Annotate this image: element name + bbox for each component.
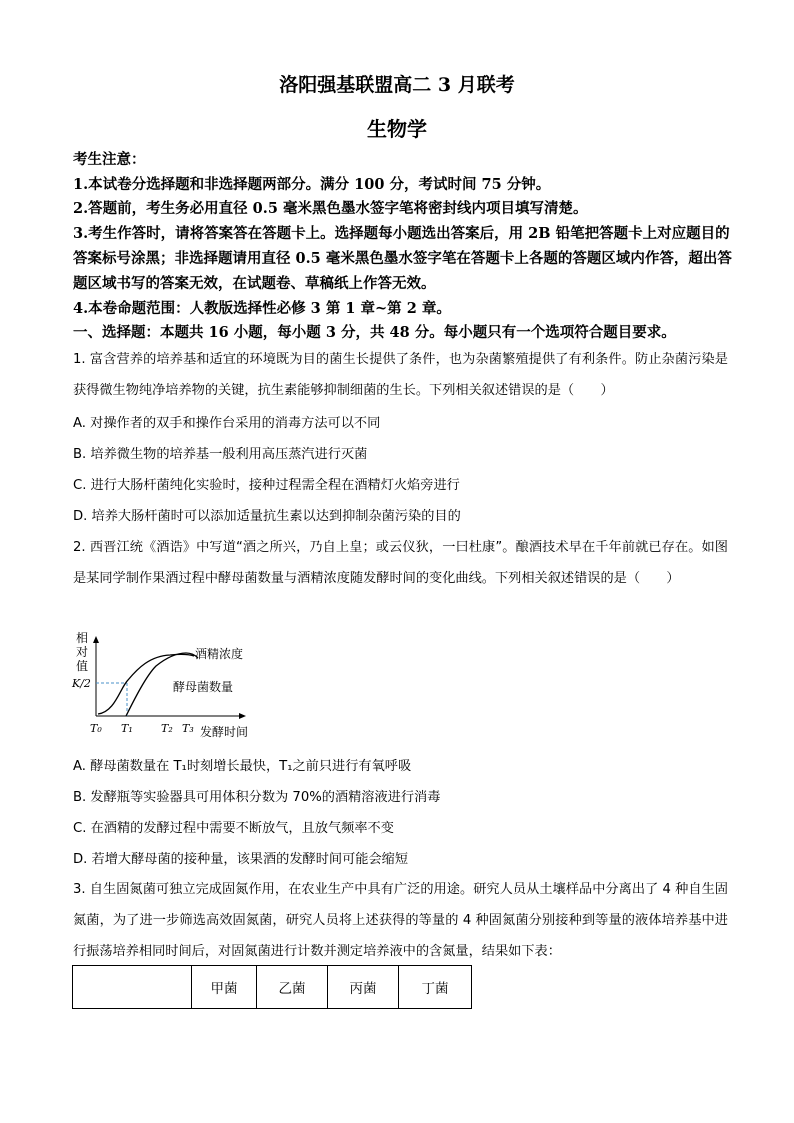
question-3-stem: 3. 自生固氮菌可独立完成固氮作用，在农业生产中具有广泛的用途。研究人员从土壤样品中分离出了 4 种自生固氮菌，为了进一步筛选高效固氮菌，研究人员将上述获得的等量的 4 种固氮菌分别接种到等量的液体培养基中进行振荡培养相同时间后，对固氮菌进行计数并测定培养液中的含氮量，结果如下表： [73, 882, 728, 959]
tick-t3: T₃ [182, 722, 194, 735]
question-1-option-d: D. 培养大肠杆菌时可以添加适量抗生素以达到抑制杂菌污染的目的 [73, 509, 461, 524]
question-2-option-d: D. 若增大酵母菌的接种量，该果酒的发酵时间可能会缩短 [73, 852, 409, 867]
question-1-option-a: A. 对操作者的双手和操作台采用的消毒方法可以不同 [73, 416, 381, 431]
table-header-cell: 乙菌 [257, 966, 328, 1009]
yeast-label: 酵母菌数量 [173, 680, 234, 694]
notice-item-3: 3.考生作答时，请将答案答在答题卡上。选择题每小题选出答案后，用 2B 铅笔把答题卡上对应题目的答案标号涂黑；非选择题请用直径 0.5 毫米黑色墨水签字笔在答题卡上各题的答题区域内作答，超出答题区域书写的答案无效，在试题卷、草稿纸上作答无效。 [73, 225, 732, 292]
notice-heading: 考生注意： [73, 151, 146, 168]
fermentation-curve-figure [70, 628, 270, 746]
results-table [72, 965, 472, 1009]
notice-item-2: 2.答题前，考生务必用直径 0.5 毫米黑色墨水签字笔将密封线内项目填写清楚。 [73, 200, 588, 217]
table-header-row [73, 966, 472, 1009]
section-heading: 一、选择题：本题共 16 小题，每小题 3 分，共 48 分。每小题只有一个选项符合题目要求。 [73, 324, 676, 341]
table-header-cell: 丁菌 [399, 966, 472, 1009]
table-header-cell [73, 966, 192, 1009]
y-axis-arrow [93, 636, 99, 643]
exam-title: 洛阳强基联盟高二 3 月联考 [279, 74, 515, 96]
tick-t2: T₂ [161, 722, 173, 735]
x-axis-arrow [239, 713, 246, 719]
tick-t0: T₀ [90, 722, 102, 735]
y-axis-label-2: 对 [76, 645, 89, 659]
notice-item-4: 4.本卷命题范围：人教版选择性必修 3 第 1 章~第 2 章。 [73, 300, 451, 317]
question-2-stem: 2. 西晋江统《酒诰》中写道“酒之所兴，乃自上皇；或云仪狄，一曰杜康”。酿酒技术早在千年前就已存在。如图是某同学制作果酒过程中酵母菌数量与酒精浓度随发酵时间的变化曲线。下列相关叙述错误的是（ ） [73, 540, 728, 586]
question-2-option-a: A. 酵母菌数量在 T₁时刻增长最快，T₁之前只进行有氧呼吸 [73, 759, 412, 774]
k-half-label: K/2 [72, 677, 91, 690]
y-axis-label-1: 相 [76, 631, 89, 645]
subject-title: 生物学 [367, 117, 427, 141]
x-axis-label: 发酵时间 [200, 725, 249, 739]
tick-t1: T₁ [121, 722, 133, 735]
y-axis-label-3: 值 [76, 659, 89, 673]
question-2-option-b: B. 发酵瓶等实验器具可用体积分数为 70%的酒精溶液进行消毒 [73, 790, 441, 805]
notice-item-1: 1.本试卷分选择题和非选择题两部分。满分 100 分，考试时间 75 分钟。 [73, 176, 551, 193]
question-2-option-c: C. 在酒精的发酵过程中需要不断放气，且放气频率不变 [73, 821, 394, 836]
question-1-option-b: B. 培养微生物的培养基一般利用高压蒸汽进行灭菌 [73, 447, 368, 462]
table-header-cell: 丙菌 [328, 966, 399, 1009]
question-1-option-c: C. 进行大肠杆菌纯化实验时，接种过程需全程在酒精灯火焰旁进行 [73, 478, 460, 493]
question-1-stem: 1. 富含营养的培养基和适宜的环境既为目的菌生长提供了条件，也为杂菌繁殖提供了有利条件。防止杂菌污染是获得微生物纯净培养物的关键，抗生素能够抑制细菌的生长。下列相关叙述错误的是（ ） [73, 352, 728, 398]
alcohol-label: 酒精浓度 [195, 647, 244, 661]
table-header-cell: 甲菌 [192, 966, 257, 1009]
